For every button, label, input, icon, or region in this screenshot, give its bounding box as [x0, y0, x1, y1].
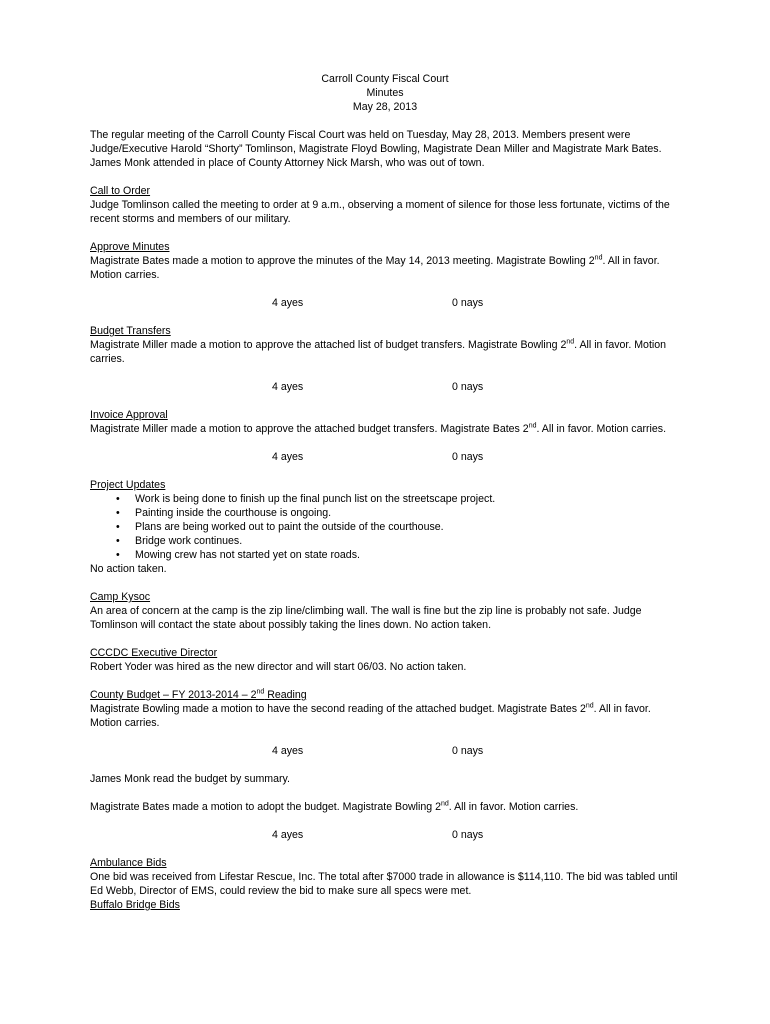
list-item: • Bridge work continues. — [135, 534, 680, 548]
section-project-updates — [90, 478, 680, 576]
section-heading: Approve Minutes — [90, 241, 170, 253]
vote-tally — [90, 744, 680, 758]
section-camp-kysoc — [90, 590, 680, 632]
section-heading: Buffalo Bridge Bids — [90, 899, 180, 911]
nays-count: 0 nays — [452, 381, 484, 393]
section-heading: Invoice Approval — [90, 409, 168, 421]
ayes-count: 4 ayes — [272, 745, 304, 757]
section-budget-transfers — [90, 324, 680, 366]
body-text: . All in favor. Motion carries. — [448, 801, 579, 813]
nays-count: 0 nays — [452, 297, 484, 309]
section-cccdc — [90, 646, 680, 674]
document-type: Minutes — [366, 87, 404, 99]
section-body — [90, 702, 680, 730]
body-text: . All in favor. Motion carries. — [90, 255, 660, 281]
section-body — [90, 254, 680, 282]
budget-reading-note: James Monk read the budget by summary. — [90, 773, 290, 785]
body-text: . All in favor. Motion carries. — [536, 423, 667, 435]
ayes-count: 4 ayes — [272, 297, 304, 309]
section-body: An area of concern at the camp is the zip line/climbing wall. The wall is fine but the zip line is probably not safe. Judge Tomlinson will contact the state about possibly taking the lines down. No action taken. — [90, 605, 642, 631]
court-name: Carroll County Fiscal Court — [321, 73, 449, 85]
vote-tally — [90, 296, 680, 310]
section-heading: Camp Kysoc — [90, 591, 151, 603]
section-heading: Budget Transfers — [90, 325, 171, 337]
section-approve-minutes — [90, 240, 680, 282]
body-text: Magistrate Bowling made a motion to have the second reading of the attached budget. Magistrate Bates 2 — [90, 703, 586, 715]
intro-paragraph: The regular meeting of the Carroll County Fiscal Court was held on Tuesday, May 28, 2013. Members present were Judge/Executive Harold “Shorty” Tomlinson, Magistrate Floyd Bowling, Magistrate Dean Miller and Magistrate Mark Bates. James Monk attended in place of County Attorney Nick Marsh, who was out of town. — [90, 129, 662, 169]
section-heading: CCCDC Executive Director — [90, 647, 218, 659]
list-item: • Work is being done to finish up the final punch list on the streetscape project. — [135, 492, 680, 506]
document-header — [90, 72, 680, 114]
body-text: . All in favor. Motion carries. — [90, 339, 667, 365]
ordinal-suffix: nd — [594, 254, 603, 262]
section-body — [90, 422, 680, 436]
vote-tally — [90, 380, 680, 394]
body-text: Magistrate Bates made a motion to adopt the budget. Magistrate Bowling 2 — [90, 801, 441, 813]
meeting-date: May 28, 2013 — [352, 101, 418, 113]
adopt-budget-motion — [90, 800, 680, 814]
vote-tally — [90, 828, 680, 842]
nays-count: 0 nays — [452, 829, 484, 841]
section-footer: No action taken. — [90, 563, 167, 575]
section-body: Judge Tomlinson called the meeting to order at 9 a.m., observing a moment of silence for those less fortunate, victims of the recent storms and members of our military. — [90, 199, 670, 225]
body-text: Magistrate Bates made a motion to approve the minutes of the May 14, 2013 meeting. Magistrate Bowling 2 — [90, 255, 595, 267]
list-item: • Plans are being worked out to paint the outside of the courthouse. — [135, 520, 680, 534]
section-heading: Project Updates — [90, 479, 166, 491]
project-updates-list — [90, 492, 680, 562]
list-item: • Mowing crew has not started yet on state roads. — [135, 548, 680, 562]
section-body — [90, 338, 680, 366]
ordinal-suffix: nd — [528, 422, 537, 430]
heading-text: Reading — [264, 689, 307, 701]
ayes-count: 4 ayes — [272, 451, 304, 463]
vote-tally — [90, 450, 680, 464]
ordinal-suffix: nd — [566, 338, 575, 346]
ayes-count: 4 ayes — [272, 829, 304, 841]
ordinal-suffix: nd — [256, 688, 265, 696]
section-body: Robert Yoder was hired as the new director and will start 06/03. No action taken. — [90, 661, 467, 673]
heading-text: County Budget – FY 2013-2014 – 2 — [90, 689, 257, 701]
nays-count: 0 nays — [452, 745, 484, 757]
section-heading — [90, 688, 680, 702]
list-item: • Painting inside the courthouse is ongoing. — [135, 506, 680, 520]
ayes-count: 4 ayes — [272, 381, 304, 393]
body-text: . All in favor. Motion carries. — [90, 703, 651, 729]
section-ambulance-bids — [90, 856, 680, 898]
section-invoice-approval — [90, 408, 680, 436]
body-text: Magistrate Miller made a motion to approve the attached list of budget transfers. Magistrate Bowling 2 — [90, 339, 567, 351]
section-call-to-order — [90, 184, 680, 226]
section-buffalo-bridge — [90, 898, 680, 912]
section-body: One bid was received from Lifestar Rescue, Inc. The total after $7000 trade in allowance is $114,110. The bid was tabled until Ed Webb, Director of EMS, could review the bid to make sure all specs were met. — [90, 871, 678, 897]
body-text: Magistrate Miller made a motion to approve the attached budget transfers. Magistrate Bates 2 — [90, 423, 529, 435]
section-heading: Ambulance Bids — [90, 857, 167, 869]
section-heading: Call to Order — [90, 185, 151, 197]
ordinal-suffix: nd — [440, 800, 449, 808]
ordinal-suffix: nd — [585, 702, 594, 710]
nays-count: 0 nays — [452, 451, 484, 463]
section-county-budget — [90, 688, 680, 730]
